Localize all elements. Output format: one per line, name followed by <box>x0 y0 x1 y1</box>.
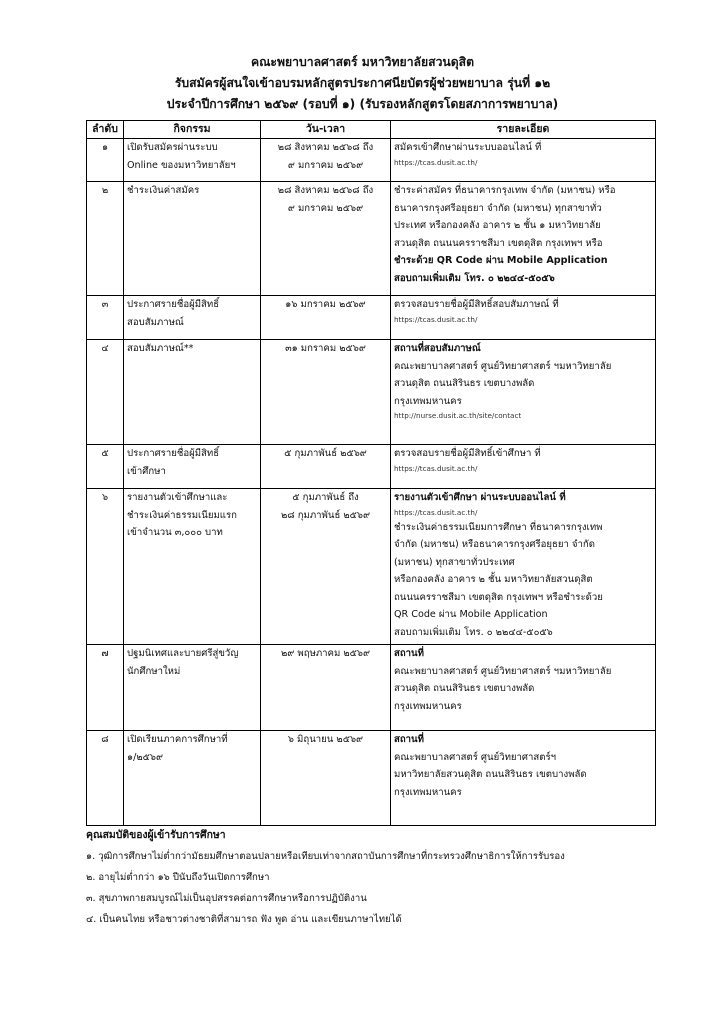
table-row <box>87 731 656 826</box>
date-cell <box>261 182 391 296</box>
activity-cell <box>124 731 261 826</box>
col-header-details: รายละเอียด <box>391 121 656 139</box>
details-line: สอบถามเพิ่มเติม โทร. ๐ ๒๒๔๔-๕๐๕๖ <box>394 626 553 638</box>
qualification-item: ๑. วุฒิการศึกษาไม่ต่ำกว่ามัธยมศึกษาตอนปลายหรือเทียบเท่าจากสถาบันการศึกษาที่กระทรวงศึกษาธิการให้การรับรอง <box>86 851 565 862</box>
table-row <box>87 182 656 296</box>
details-line: สวนดุสิต ถนนสิรินธร เขตบางพลัด <box>394 683 535 694</box>
qualifications-section <box>86 825 686 930</box>
details-line: ถนนนครราชสีมา เขตดุสิต กรุงเทพฯ หรือชำระด้วย <box>394 591 603 603</box>
activity-line: ชำระเงินค่าสมัคร <box>127 185 200 196</box>
activity-line: ปฐมนิเทศและบายศรีสู่ขวัญ <box>127 648 239 659</box>
qualifications-title: คุณสมบัติของผู้เข้ารับการศึกษา <box>86 829 226 841</box>
qualification-item: ๒. อายุไม่ต่ำกว่า ๑๖ ปีนับถึงวันเปิดการศึกษา <box>86 872 270 883</box>
details-line: ชำระเงินค่าธรรมเนียมการศึกษา ที่ธนาคารกรุงเทพ <box>394 521 603 533</box>
activity-line: นักศึกษาใหม่ <box>127 665 181 677</box>
date-line: ๒๘ สิงหาคม ๒๕๖๘ ถึง <box>277 142 374 153</box>
date-cell <box>261 296 391 340</box>
date-line: ๙ มกราคม ๒๕๖๙ <box>287 159 364 171</box>
details-line: ตรวจสอบรายชื่อผู้มีสิทธิ์เข้าศึกษา ที่ <box>394 448 541 459</box>
date-line: ๙ มกราคม ๒๕๖๙ <box>287 202 364 214</box>
date-line: ๒๘ กุมภาพันธ์ ๒๕๖๙ <box>280 509 371 521</box>
activity-line: ชำระเงินค่าธรรมเนียมแรก <box>127 509 237 521</box>
details-line: สอบถามเพิ่มเติม โทร. ๐ ๒๒๔๔-๕๐๕๖ <box>394 272 555 284</box>
activity-line: เข้าจำนวน ๓,๐๐๐ บาท <box>127 527 223 538</box>
details-line: QR Code ผ่าน Mobile Application <box>394 609 548 620</box>
table-row <box>87 296 656 340</box>
details-line: ชำระค่าสมัคร ที่ธนาคารกรุงเทพ จำกัด (มหาชน) หรือ <box>394 185 616 196</box>
col-header-activity: กิจกรรม <box>124 121 261 139</box>
details-line: กรุงเทพมหานคร <box>394 700 462 712</box>
details-cell <box>391 445 656 489</box>
details-line: กรุงเทพมหานคร <box>394 786 462 798</box>
details-link[interactable]: http://nurse.dusit.ac.th/site/contact <box>394 411 522 420</box>
details-line: สถานที่ <box>394 648 424 659</box>
activity-line: รายงานตัวเข้าศึกษาและ <box>127 492 228 503</box>
details-line: ตรวจสอบรายชื่อผู้มีสิทธิ์สอบสัมภาษณ์ ที่ <box>394 299 559 310</box>
table-row <box>87 340 656 445</box>
details-line: คณะพยาบาลศาสตร์ ศูนย์วิทยาศาสตร์ ฯมหาวิทยาลัย <box>394 665 612 677</box>
activity-cell <box>124 445 261 489</box>
date-line: ๓๑ มกราคม ๒๕๖๙ <box>285 343 366 354</box>
schedule-body <box>87 139 656 826</box>
document-header <box>0 52 725 115</box>
details-cell <box>391 489 656 645</box>
details-line: สมัครเข้าศึกษาผ่านระบบออนไลน์ ที่ <box>394 142 542 153</box>
details-link[interactable]: https://tcas.dusit.ac.th/ <box>394 463 478 473</box>
row-number: ๓ <box>87 296 124 340</box>
date-cell <box>261 731 391 826</box>
details-cell <box>391 731 656 826</box>
row-number: ๖ <box>87 489 124 645</box>
activity-line: ประกาศรายชื่อผู้มีสิทธิ์ <box>127 448 220 459</box>
activity-cell <box>124 340 261 445</box>
activity-cell <box>124 489 261 645</box>
details-line: คณะพยาบาลศาสตร์ ศูนย์วิทยาศาสตร์ ฯมหาวิทยาลัย <box>394 360 612 372</box>
table-row <box>87 139 656 182</box>
details-line: ชำระด้วย QR Code ผ่าน Mobile Application <box>394 255 608 266</box>
details-link[interactable]: https://tcas.dusit.ac.th/ <box>394 314 478 324</box>
col-header-no: ลำดับ <box>87 121 124 139</box>
details-cell <box>391 296 656 340</box>
details-link[interactable]: https://tcas.dusit.ac.th/ <box>394 507 478 517</box>
row-number: ๗ <box>87 645 124 731</box>
activity-line: เข้าศึกษา <box>127 465 166 477</box>
date-cell <box>261 489 391 645</box>
date-cell <box>261 445 391 489</box>
details-line: สถานที่สอบสัมภาษณ์ <box>394 343 481 354</box>
details-line: กรุงเทพมหานคร <box>394 395 462 407</box>
row-number: ๘ <box>87 731 124 826</box>
details-line: ธนาคารกรุงศรีอยุธยา จำกัด (มหาชน) ทุกสาขาทั่ว <box>394 202 602 214</box>
activity-line: สอบสัมภาษณ์ <box>127 316 184 328</box>
qualification-item: ๓. สุขภาพกายสมบูรณ์ไม่เป็นอุปสรรคต่อการศึกษาหรือการปฏิบัติงาน <box>86 893 367 904</box>
date-line: ๒๘ สิงหาคม ๒๕๖๘ ถึง <box>277 185 374 196</box>
details-line: จำกัด (มหาชน) หรือธนาคารกรุงศรีอยุธยา จำกัด <box>394 539 595 550</box>
row-number: ๕ <box>87 445 124 489</box>
details-cell <box>391 139 656 182</box>
academic-year-title: ประจำปีการศึกษา ๒๕๖๙ (รอบที่ ๑) (รับรองหลักสูตรโดยสภาการพยาบาล) <box>166 97 559 111</box>
details-line: คณะพยาบาลศาสตร์ ศูนย์วิทยาศาสตร์ฯ <box>394 751 557 763</box>
activity-line: เปิดรับสมัครผ่านระบบ <box>127 142 218 153</box>
details-line: หรือกองคลัง อาคาร ๒ ชั้น มหาวิทยาลัยสวนดุสิต <box>394 574 593 585</box>
table-header-row <box>87 121 656 139</box>
row-number: ๔ <box>87 340 124 445</box>
details-line: สถานที่ <box>394 734 424 745</box>
details-line: สวนดุสิต ถนนนครราชสีมา เขตดุสิต กรุงเทพฯ หรือ <box>394 237 603 249</box>
date-line: ๒๙ พฤษภาคม ๒๕๖๙ <box>280 648 371 659</box>
date-cell <box>261 340 391 445</box>
table-row <box>87 445 656 489</box>
row-number: ๒ <box>87 182 124 296</box>
qualification-item: ๔. เป็นคนไทย หรือชาวต่างชาติที่สามารถ ฟัง พูด อ่าน และเขียนภาษาไทยได้ <box>86 914 402 925</box>
details-line: (มหาชน) ทุกสาขาทั่วประเทศ <box>394 556 515 568</box>
row-number: ๑ <box>87 139 124 182</box>
details-line: รายงานตัวเข้าศึกษา ผ่านระบบออนไลน์ ที่ <box>394 492 566 503</box>
activity-cell <box>124 296 261 340</box>
table-row <box>87 645 656 731</box>
details-line: สวนดุสิต ถนนสิรินธร เขตบางพลัด <box>394 378 535 389</box>
table-row <box>87 489 656 645</box>
date-line: ๖ มิถุนายน ๒๕๖๙ <box>287 734 364 745</box>
details-cell <box>391 645 656 731</box>
activity-line: เปิดเรียนภาคการศึกษาที่ <box>127 734 228 745</box>
details-line: ประเทศ หรือกองคลัง อาคาร ๒ ชั้น ๑ มหาวิทยาลัย <box>394 220 601 231</box>
details-cell <box>391 340 656 445</box>
activity-cell <box>124 182 261 296</box>
date-line: ๕ กุมภาพันธ์ ๒๕๖๙ <box>284 448 367 459</box>
activity-line: สอบสัมภาษณ์** <box>127 343 194 354</box>
details-line: มหาวิทยาลัยสวนดุสิต ถนนสิรินธร เขตบางพลัด <box>394 769 587 780</box>
activity-cell <box>124 645 261 731</box>
col-header-date: วัน-เวลา <box>261 121 391 139</box>
schedule-table <box>86 120 656 826</box>
date-cell <box>261 645 391 731</box>
details-cell <box>391 182 656 296</box>
date-line: ๕ กุมภาพันธ์ ถึง <box>292 492 359 503</box>
date-cell <box>261 139 391 182</box>
activity-line: ประกาศรายชื่อผู้มีสิทธิ์ <box>127 299 220 310</box>
details-link[interactable]: https://tcas.dusit.ac.th/ <box>394 157 478 167</box>
faculty-title: คณะพยาบาลศาสตร์ มหาวิทยาลัยสวนดุสิต <box>250 55 475 69</box>
activity-cell <box>124 139 261 182</box>
date-line: ๑๖ มกราคม ๒๕๖๙ <box>285 299 366 310</box>
activity-line: ๑/๒๕๖๙ <box>127 751 164 763</box>
activity-line: Online ของมหาวิทยาลัยฯ <box>127 159 236 171</box>
program-title: รับสมัครผู้สนใจเข้าอบรมหลักสูตรประกาศนียบัตรผู้ช่วยพยาบาล รุ่นที่ ๑๒ <box>174 76 551 90</box>
